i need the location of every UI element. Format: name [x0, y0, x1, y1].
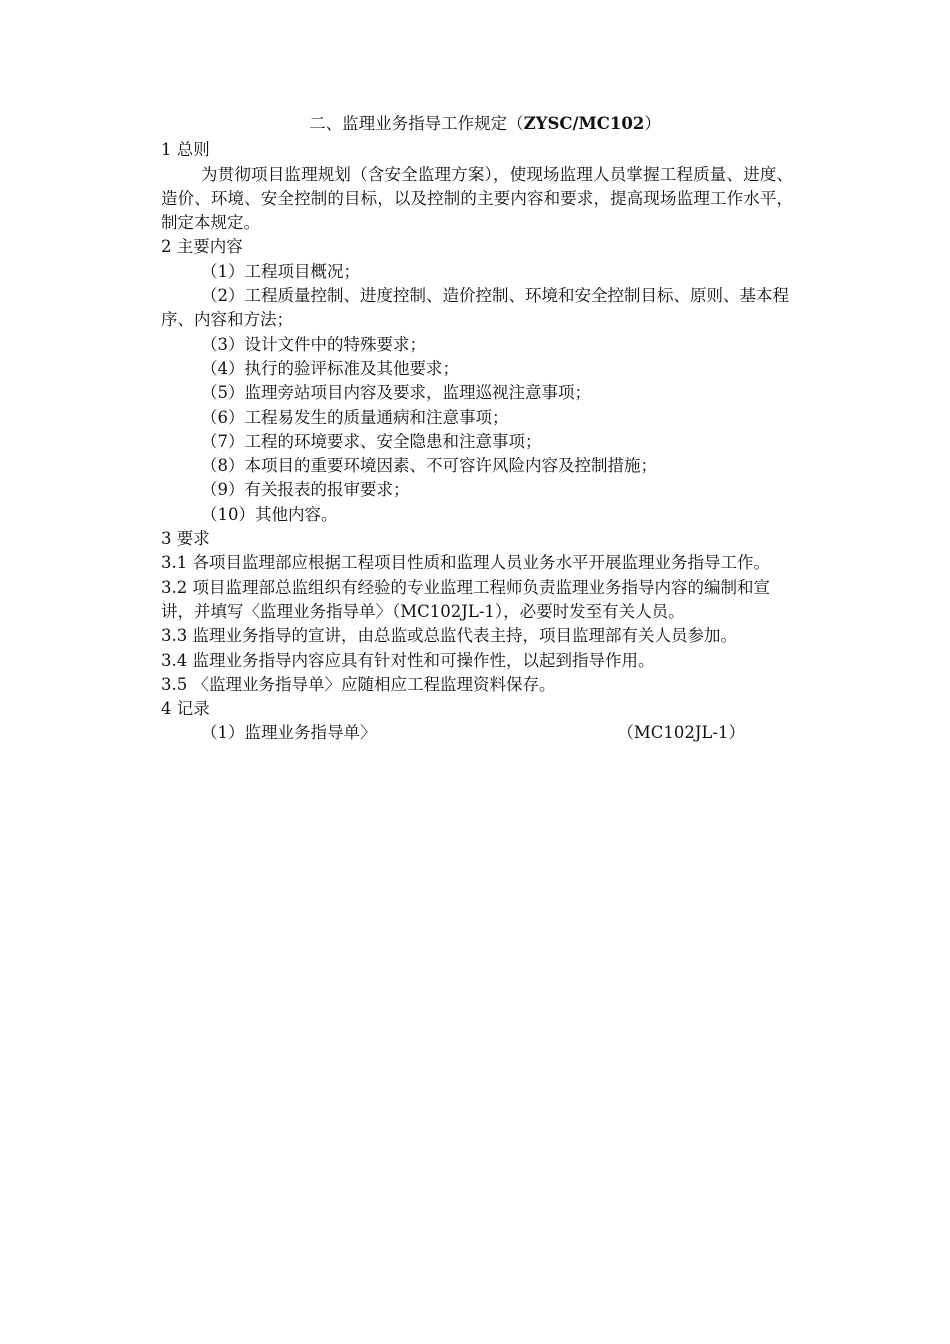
content-item: （6）工程易发生的质量通病和注意事项；: [201, 407, 509, 427]
requirement-item: 3.2 项目监理部总监组织有经验的专业监理工程师负责监理业务指导内容的编制和宣讲，并填写〈监理业务指导单〉（MC102JL-1），必要时发至有关人员。: [161, 577, 770, 621]
section-2-heading: 2 主要内容: [161, 237, 243, 257]
section-1-paragraph: 为贯彻项目监理规划（含安全监理方案），使现场监理人员掌握工程质量、进度、造价、环境、安全控制的目标，以及控制的主要内容和要求，提高现场监理工作水平，制定本规定。: [161, 164, 793, 233]
section-4-heading: 4 记录: [161, 699, 210, 719]
document-title: [161, 112, 793, 136]
title-prefix: 二、监理业务指导工作规定（: [309, 114, 524, 133]
title-code: ZYSC/MC102: [523, 114, 645, 133]
record-name: （1）监理业务指导单〉: [201, 723, 377, 743]
content-item: （8）本项目的重要环境因素、不可容许风险内容及控制措施；: [201, 456, 657, 476]
requirement-item: 3.3 监理业务指导的宣讲，由总监或总监代表主持，项目监理部有关人员参加。: [161, 626, 737, 646]
content-item: （3）设计文件中的特殊要求；: [201, 334, 426, 354]
content-item: （9）有关报表的报审要求；: [201, 480, 410, 500]
section-3-heading: 3 要求: [161, 529, 210, 549]
requirement-item: 3.1 各项目监理部应根据工程项目性质和监理人员业务水平开展监理业务指导工作。: [161, 553, 770, 573]
title-suffix: ）: [644, 114, 661, 133]
content-item: （10）其他内容。: [201, 504, 338, 524]
content-item: （4）执行的验评标准及其他要求；: [201, 358, 459, 378]
section-1-heading: 1 总则: [161, 140, 210, 160]
content-item: （5）监理旁站项目内容及要求，监理巡视注意事项；: [201, 383, 591, 403]
record-row: [161, 721, 793, 745]
record-code: （MC102JL-1）: [617, 723, 745, 743]
requirement-item: 3.4 监理业务指导内容应具有针对性和可操作性，以起到指导作用。: [161, 650, 655, 670]
content-item: （2）工程质量控制、进度控制、造价控制、环境和安全控制目标、原则、基本程序、内容和方法；: [161, 286, 789, 330]
requirement-item: 3.5 〈监理业务指导单〉应随相应工程监理资料保存。: [161, 674, 556, 694]
document-page: [161, 112, 793, 746]
content-item: （1）工程项目概况；: [201, 261, 360, 281]
content-item: （7）工程的环境要求、安全隐患和注意事项；: [201, 431, 542, 451]
